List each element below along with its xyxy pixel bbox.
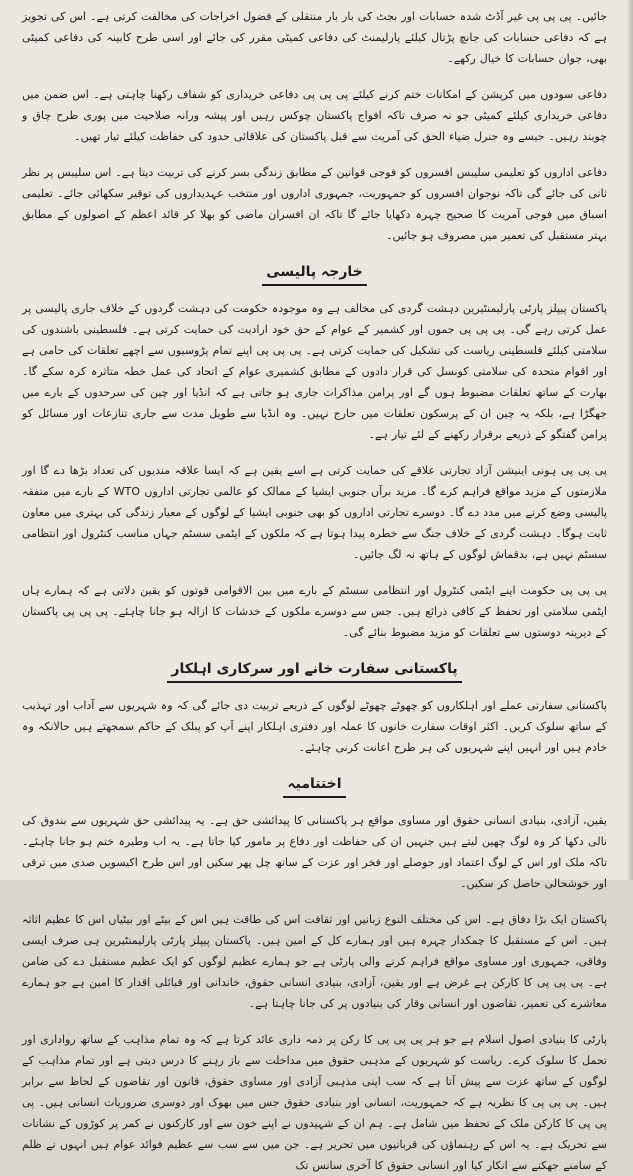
intro-paragraph-1: جائیں۔ پی پی پی غیر آڈٹ شدہ حسابات اور بجٹ کی بار بار منتقلی کے فضول اخراجات کی مخالفت کرتی ہے۔ اس کی تجویز ہے کہ دفاعی حسابات کی جانچ پڑتال کیلئے پارلیمنٹ کی دفاعی کمیٹی مقرر کی جائے اور اسی طرح کابینہ کی دفاعی کمیٹی بھی، جوان حسابات کا خیال رکھے۔ (22, 10, 607, 65)
conclusion-paragraph-3: پارٹی کا بنیادی اصول اسلام ہے جو ہر پی پی پی کا رکن پر ذمہ داری عائد کرتا ہے کہ وہ تمام مذاہب کے ساتھ رواداری اور تحمل کا سلوک کرے۔ ریاست کو شہریوں کے مذہبی حقوق میں مداخلت سے باز رہنے کا درس دیتی ہے اور تمام مذاہب کے لوگوں کے ساتھ عزت سے پیش آتا ہے کہ سب اپنی مذہبی آزادی اور مساوی حقوق، قانون اور تقاضوں کے لحاظ سے برابر ہیں۔ پی پی پی کا نظریہ ہے کہ جمہوریت، انسانی اور بنیادی حقوق جس میں بھوک اور دوسری ضروریات انسانی ہیں۔ پی پی پی کا کارکن ملک کے تحفظ میں شامل ہے۔ ہم ان کے شہیدوں نے اپنے خون سے اور کارکنوں نے کمر پر کوڑوں کے نشانات سے تحریک ہے۔ یہ اس کے رہنماؤں کی قربانیوں میں تحریر ہے۔ جن میں سے سب سے عظیم فوائد عوام ہیں انہوں نے ظلم کے سامنے جھکنے سے انکار کیا اور انسانی حقوق کا آخری سانس تک (22, 1033, 607, 1172)
foreign-policy-paragraph-2: پی پی پی ہونی اینیشن آزاد تجارتی علاقے کی حمایت کرتی ہے اسے یقین ہے کہ ایسا علاقہ مندیوں کی تعداد بڑھا دے گا اور ملازمتوں کے مزید مواقع فراہم کرے گا۔ مزید برآں جنوبی ایشیا کے ممالک کو عالمی تجارتی اداروں WTO کے بارے میں متفقہ پالیسی وضع کرنے میں مدد دے گا۔ دوسرے تجارتی اداروں کو بھی جنوبی ایشیا کے لوگوں کے معیار زندگی کی بہتری میں معاون ثابت ہوگا۔ دہشت گردی کے خلاف جنگ سے خطرہ پیدا ہوتا ہے کہ ملکوں کے ایٹمی سسٹم جہاں مناسب کنٹرول اور انتظامی سسٹم نہیں ہے، بدقماش لوگوں کے ہاتھ نہ لگ جائیں۔ (22, 464, 608, 561)
foreign-policy-section (22, 261, 607, 643)
intro-paragraph-3: دفاعی اداروں کو تعلیمی سلیبس افسروں کو فوجی قوانین کے مطابق زندگی بسر کرنے کی تربیت دیتا ہے۔ اس سلیبس پر نظر ثانی کی جائے گی تاکہ نوجوان افسروں کو جمہوریت، جمہوری اداروں اور منتخب عہدیداروں کی توقیر سکھائی جائے۔ تعلیمی اسباق میں فوجی آمریت کا صحیح چہرہ دکھایا جائے گا تاکہ ان افسران ماضی کو بھلا کر قائد اعظم کے اصولوں کے مطابق بہتر مستقبل کی تعمیر میں مصروف ہو جائیں۔ (22, 166, 607, 242)
intro-section (22, 6, 607, 246)
conclusion-paragraph-1: یقین، آزادی، بنیادی انسانی حقوق اور مساوی مواقع ہر پاکستانی کا پیدائشی حق ہے۔ یہ پیدائشی حق شہریوں سے بندوق کی نالی دکھا کر وہ لوگ چھین لیتے ہیں جنہیں ان کی حفاظت اور دفاع پر مامور کیا جاتا ہے۔ یہ اب وطیرہ ختم ہو جانا چاہئے۔ تاکہ ملک اور اس کے لوگ اعتماد اور حوصلے اور فخر اور عزت کے ساتھ چل پھر سکیں اور اس طرح اکیسویں صدی میں ترقی اور خوشحالی حاصل کر سکیں۔ (22, 814, 607, 890)
section-heading-foreign-policy: خارجہ پالیسی (262, 263, 366, 286)
scan-shadow-edge (627, 0, 633, 880)
foreign-policy-paragraph-3: پی پی پی حکومت اپنے ایٹمی کنٹرول اور انتظامی سسٹم کے بارے میں بین الاقوامی قوتوں کو یقین دلاتی ہے کہ ہمارے ہاں ایٹمی سلامتی اور تحفظ کے کافی ذرائع ہیں۔ جس سے دوسرے ملکوں کے خدشات کا ازالہ ہو جانا چاہئے۔ پی پی پی پاکستان کے دیرینہ دوستوں سے تعلقات کو مزید مضبوط بنائے گی۔ (22, 584, 607, 639)
embassies-paragraph-1: پاکستانی سفارتی عملے اور اہلکاروں کو چھوٹے چھوٹے لوگوں کے ذریعے تربیت دی جائے گی کہ وہ شہریوں سے آداب اور تہذیب کے ساتھ سلوک کریں۔ اکثر اوقات سفارت خانوں کا عملہ اور دفتری اہلکار اپنے آپ کو پبلک کے حاکم سمجھتے ہیں حالانکہ وہ خادم ہیں اور انہیں اپنے شہریوں کی ہر طرح اعانت کرنی چاہئے۔ (22, 699, 607, 754)
intro-paragraph-2: دفاعی سودوں میں کرپشن کے امکانات ختم کرنے کیلئے پی پی پی دفاعی خریداری کو شفاف رکھنا چاہتی ہے۔ اس ضمن میں دفاعی خریداری کیلئے کمیٹی جو نہ صرف تاکہ افواج پاکستان چوکس رہیں اور پیشہ ورانہ صلاحیت میں پوری طرح چاق و چوبند رہیں۔ جیسے وہ جنرل ضیاء الحق کی آمریت سے قبل پاکستان کی علاقائی حدود کی حفاظت کیلئے تیار تھیں۔ (22, 88, 607, 143)
conclusion-section (22, 773, 607, 1176)
conclusion-paragraph-2: پاکستان ایک بڑا دفاق ہے۔ اس کی مختلف النوع زبانیں اور ثقافت اس کی طاقت ہیں اس کے بیٹے اور بیٹیاں اس کا عظیم اثاثہ ہیں۔ اس کے مستقبل کا چمکدار چہرہ ہیں اور ہمارے کل کے امین ہیں۔ پاکستان پیپلز پارٹی پارلیمنٹیرین ہی صرف ایسی وفاقی، جمہوری اور مساوی مواقع فراہم کرنے والی پارٹی ہے جو ہمارے عظیم لوگوں کو ایک عظیم مستقبل دے کی ضامن ہے۔ پی پی پی کا کارکن ہے غرض ہے اور یقین، آزادی، بنیادی انسانی حقوق، خاندانی اور قبائلی اقدار کا امین ہے جو ہمارے معاشرے کی تعمیر، تقاضوں اور انسانی وقار کی بنیادوں پر کی جانا چاہتا ہے۔ (22, 913, 607, 1010)
section-heading-conclusion: اختتامیہ (283, 775, 345, 798)
embassies-section (22, 658, 607, 758)
foreign-policy-paragraph-1: پاکستان پیپلز پارٹی پارلیمنٹیرین دہشت گردی کی مخالف ہے وہ موجودہ حکومت کی دہشت گردوں کے خلاف جاری پالیسی پر عمل کرتی رہے گی۔ پی پی پی جموں اور کشمیر کے عوام کے حق خود ارادیت کی حمایت کرتی ہے۔ فلسطینی باشندوں کی سلامتی کیلئے فلسطینی ریاست کی تشکیل کی حمایت کرتی ہے۔ پی پی پی اپنے تمام پڑوسیوں سے اچھے تعلقات کی حامی ہے اور اقوام متحدہ کی سلامتی کونسل کی قرار دادوں کے مطابق کشمیری عوام کے اتحاد کی عمل خطہ متاثرہ کرہ سکے گا۔ بھارت کے ساتھ تعلقات مضبوط ہوں گے اور پرامن مذاکرات جاری ہو جاتی ہے کہ انڈیا اور چین کی سرحدوں کے بارے میں جھگڑا ہے، بلکہ یہ چین ان کے پرسکون تعلقات میں حارج نہیں۔ وہ انڈیا سے طویل مدت سے جاری تنازعات اور مسائل کو پرامن گفتگو کے ذریعے برقرار رکھنے کے لئے تیار ہے۔ (22, 302, 607, 441)
section-heading-embassies: پاکستانی سفارت خانے اور سرکاری اہلکار (167, 660, 461, 683)
